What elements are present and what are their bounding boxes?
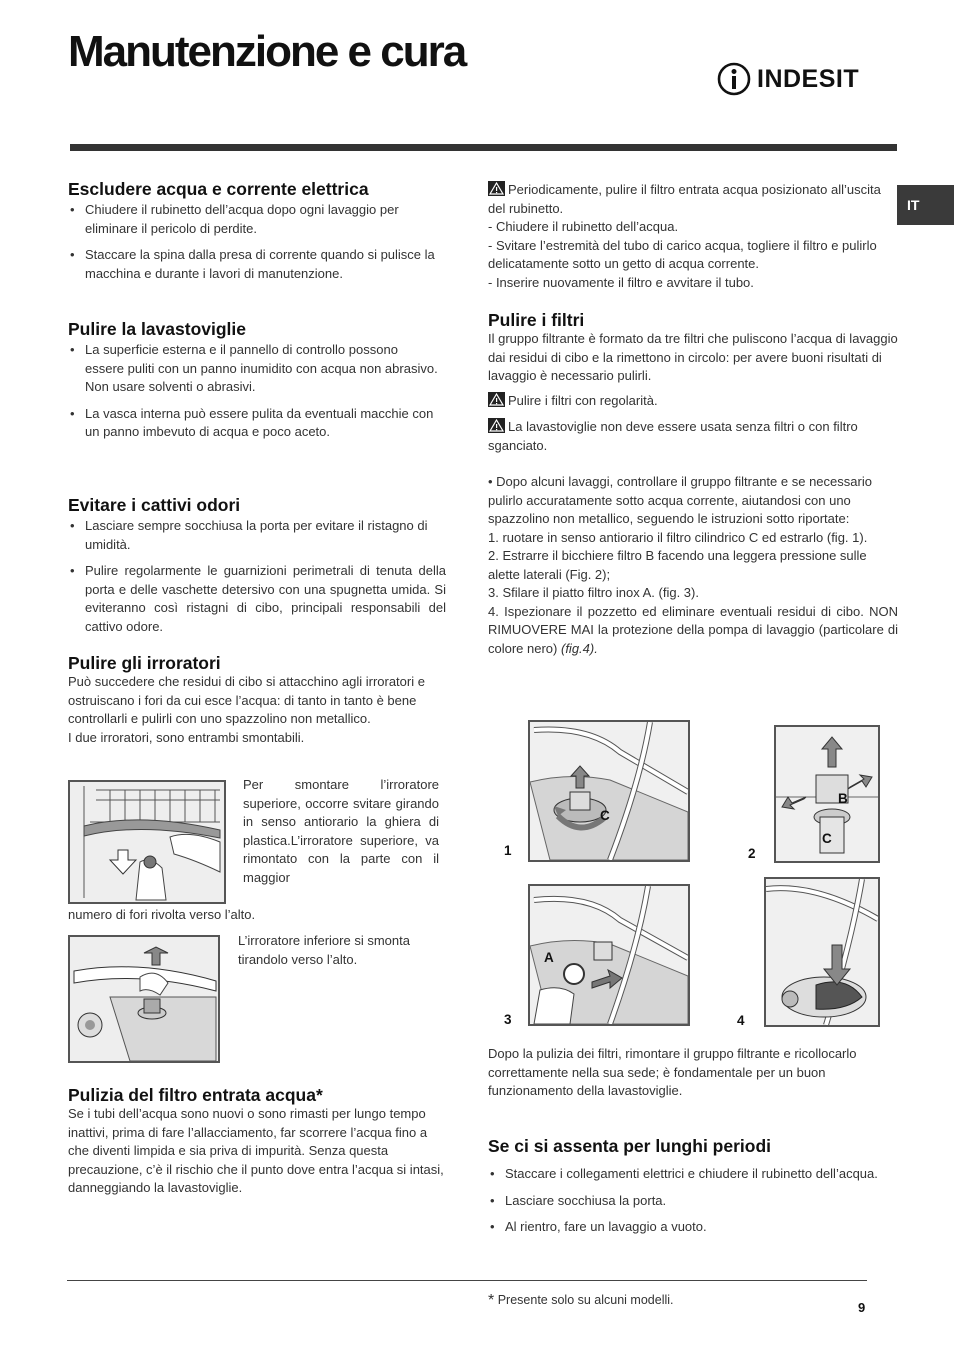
warning-paragraph [488, 418, 898, 455]
list-item: • La vasca interna può essere pulita da eventuali macchie con un panno imbevuto di acqua e poco aceto. [68, 405, 438, 442]
figure-1-illustration [530, 722, 688, 860]
language-tab [897, 185, 954, 225]
warning-text: Pulire i filtri con regolarità. [508, 392, 658, 408]
lower-spray-arm-figure [68, 935, 220, 1063]
paragraph: Per smontare l’irroratore superiore, occorre svitare girando in senso antiorario la ghiera di plastica.L’irroratore superiore, va rimontato con la parte con il maggior [243, 777, 439, 885]
section-odors [68, 496, 446, 644]
step: - Chiudere il rubinetto dell’acqua. [488, 219, 679, 234]
filter-label-c: C [600, 808, 610, 823]
section-water-inlet-filter [68, 1086, 446, 1198]
bullet-list [68, 341, 438, 442]
indesit-logo-icon [717, 62, 751, 96]
upper-spray-arm-text [243, 776, 439, 887]
section-title: Pulire la lavastoviglie [68, 319, 246, 339]
warning-icon [488, 392, 505, 407]
warning-text: Periodicamente, pulire il filtro entrata acqua posizionato all’uscita del rubinetto. [488, 182, 881, 216]
warning-paragraph [488, 181, 898, 218]
paragraph: • Dopo alcuni lavaggi, controllare il gruppo filtrante e se necessario pulirlo accuratamente sotto acqua corrente, aiutandosi con uno spazzolino non metallico, seguendo le istruzioni sotto riportate: [488, 474, 872, 527]
section-inlet-filter-steps [488, 181, 898, 292]
filter-label-c: C [822, 831, 832, 846]
paragraph [488, 603, 898, 659]
section-clean-dishwasher [68, 320, 438, 450]
step: - Svitare l’estremità del tubo di carico acqua, togliere il filtro e pulirlo delicatamente sotto un getto di acqua corrente. [488, 237, 877, 271]
section-title: Pulire gli irroratori [68, 653, 221, 673]
paragraph: L’irroratore inferiore si smonta tirandolo verso l’alto. [238, 933, 410, 967]
paragraph: Il gruppo filtrante è formato da tre filtri che puliscono l’acqua di lavaggio dai residui di cibo e la rimettono in circolo: per avere buoni risultati di lavaggio è necessario pulirli. [488, 331, 898, 384]
footnote [488, 1292, 674, 1310]
paragraph: numero di fori rivolta verso l’alto. [68, 907, 256, 922]
upper-spray-arm-text-end [68, 906, 368, 925]
filter-label-b: B [838, 791, 848, 806]
paragraph-text: 4. Ispezionare il pozzetto ed eliminare eventuali residui di cibo. NON RIMUOVERE MAI la protezione della pompa di lavaggio (particolare di colore nero) [488, 603, 898, 656]
figure-number: 3 [504, 1012, 512, 1027]
brand-logo [717, 62, 859, 96]
section-spray-arms [68, 654, 446, 747]
figure-number: 1 [504, 843, 512, 858]
footer-rule [67, 1280, 867, 1281]
language-tab-label: IT [907, 197, 920, 213]
footnote-asterisk: * [488, 1292, 495, 1309]
paragraph: Dopo la pulizia dei filtri, rimontare il gruppo filtrante e ricollocarlo correttamente nella sua sede; è fondamentale per un buon funzionamento della lavastoviglie. [488, 1046, 857, 1098]
warning-icon [488, 418, 505, 433]
section-title: Se ci si assenta per lunghi periodi [488, 1136, 771, 1156]
figure-3 [528, 884, 690, 1026]
paragraph: 2. Estrarre il bicchiere filtro B facendo una leggera pressione sulle alette laterali (Fig. 2); [488, 548, 867, 582]
figure-2 [774, 725, 880, 863]
section-title: Evitare i cattivi odori [68, 495, 241, 515]
footnote-text: Presente solo su alcuni modelli. [497, 1293, 674, 1307]
upper-spray-arm-illustration [70, 782, 224, 902]
warning-paragraph [488, 392, 898, 411]
section-title: Pulire i filtri [488, 310, 585, 330]
list-item: • Pulire regolarmente le guarnizioni perimetrali di tenuta della porta e delle vaschette detersivo con una spugnetta umida. Si eviteranno così ristagni di cibo, principali responsabili del cattivo odore. [68, 562, 446, 636]
section-title: Escludere acqua e corrente elettrica [68, 179, 369, 199]
figure-1 [528, 720, 690, 862]
filters-reassembly [488, 1045, 898, 1101]
list-item: • Al rientro, fare un lavaggio a vuoto. [488, 1218, 898, 1237]
upper-spray-arm-figure [68, 780, 226, 904]
paragraph: 3. Sfilare il piatto filtro inox A. (fig. 3). [488, 585, 699, 601]
list-item: • Lasciare sempre socchiusa la porta per evitare il ristagno di umidità. [68, 517, 446, 554]
figure-reference: (fig.4). [560, 640, 598, 656]
figure-number: 4 [737, 1013, 745, 1028]
bullet-list [68, 517, 446, 636]
section-title: Pulizia del filtro entrata acqua* [68, 1085, 323, 1105]
paragraph: I due irroratori, sono entrambi smontabili. [68, 729, 305, 745]
figure-number: 2 [748, 846, 756, 861]
figure-4 [764, 877, 880, 1027]
step: - Inserire nuovamente il filtro e avvitare il tubo. [488, 274, 754, 290]
lower-spray-arm-text [238, 932, 443, 969]
section-disconnect [68, 180, 446, 291]
list-item: • La superficie esterna e il pannello di controllo possono essere puliti con un panno inumidito con acqua non abrasivo. Non usare solventi o abrasivi. [68, 341, 438, 397]
header-rule [70, 144, 897, 151]
page-title: Manutenzione e cura [68, 27, 466, 76]
list-item: • Staccare la spina dalla presa di corrente quando si pulisce la macchina e durante i lavori di manutenzione. [68, 246, 446, 283]
list-item: • Lasciare socchiusa la porta. [488, 1192, 898, 1211]
list-item: • Chiudere il rubinetto dell’acqua dopo ogni lavaggio per eliminare il pericolo di perdite. [68, 201, 446, 238]
bullet-list [488, 1165, 898, 1237]
brand-name: INDESIT [757, 64, 860, 93]
warning-icon [488, 181, 505, 196]
paragraph: Se i tubi dell’acqua sono nuovi o sono rimasti per lungo tempo inattivi, prima di fare l’allacciamento, far scorrere l’acqua fino a che diventi limpida e sia priva di impurità. Senza questa precauzione, c’è il rischio che il punto dove entra l’acqua si intasi, danneggiando la lavastoviglie. [68, 1106, 444, 1196]
warning-text: La lavastoviglie non deve essere usata senza filtri o con filtro sganciato. [488, 419, 858, 453]
section-clean-filters [488, 311, 898, 658]
paragraph: Può succedere che residui di cibo si attacchino agli irroratori e ostruiscano i fori da cui esce l’acqua: di tanto in tanto è bene controllarli e pulirli con uno spazzolino non metallico. [68, 674, 425, 727]
section-long-absence [488, 1137, 898, 1245]
lower-spray-arm-illustration [70, 937, 218, 1061]
figure-4-illustration [766, 879, 878, 1025]
bullet-list [68, 201, 446, 283]
page-number: 9 [858, 1300, 866, 1315]
paragraph: 1. ruotare in senso antiorario il filtro cilindrico C ed estrarlo (fig. 1). [488, 529, 868, 545]
list-item: • Staccare i collegamenti elettrici e chiudere il rubinetto dell’acqua. [488, 1165, 898, 1184]
filter-label-a: A [544, 950, 554, 965]
